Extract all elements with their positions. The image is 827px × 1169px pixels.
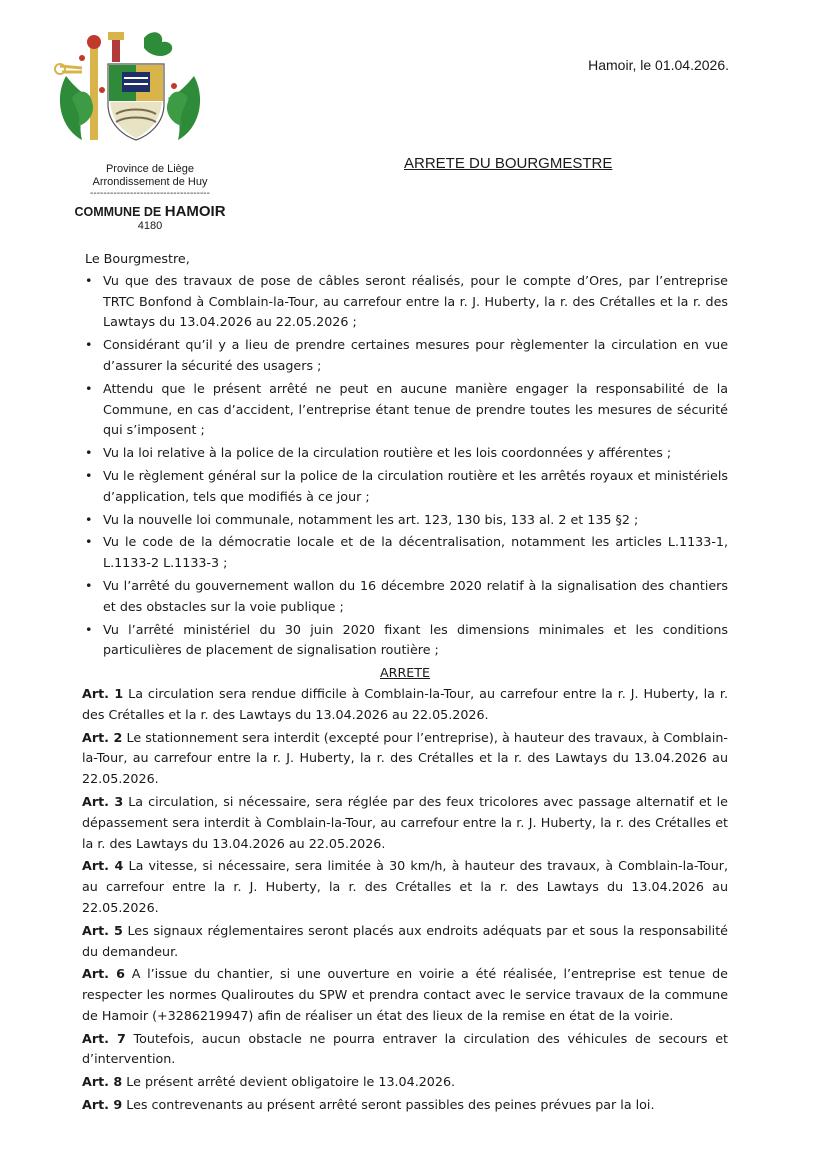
bullet-icon: • <box>85 534 93 550</box>
article-text: Le présent arrêté devient obligatoire le 13.04.2026. <box>126 1074 456 1090</box>
bullet-icon: • <box>85 577 93 593</box>
considerant-text: Vu la loi relative à la police de la circulation routière et les lois coordonnées y afférentes ; <box>103 445 672 461</box>
list-item <box>82 532 728 574</box>
arrete-heading: ARRETE <box>379 665 431 681</box>
considerant-text: Attendu que le présent arrêté ne peut en aucune manière engager la responsabilité de la Commune, en cas d’accident, l’entreprise étant tenue de prendre toutes les mesures de sécurité qui s’imposent ; <box>103 380 728 438</box>
article-text: A l’issue du chantier, si une ouverture en voirie a été réalisée, l’entreprise est tenue de respecter les normes Qualiroutes du SPW et prendra contact avec le service travaux de la commune de Hamoir (+3286219947) afin de réaliser un état des lieux de la remise en état de la voirie. <box>82 966 728 1023</box>
considerant-text: Vu l’arrêté ministériel du 30 juin 2020 fixant les dimensions minimales et les conditions particulières de placement de signalisation routière ; <box>103 621 728 658</box>
bullet-icon: • <box>85 272 93 288</box>
list-item <box>82 576 728 618</box>
commune-title: HAMOIR <box>164 203 226 220</box>
article <box>82 1029 728 1071</box>
commune-name <box>70 203 230 220</box>
article <box>82 684 728 726</box>
list-item <box>82 620 728 662</box>
bullet-icon: • <box>85 621 93 637</box>
list-item <box>82 443 728 464</box>
considerant-text: Vu l’arrêté du gouvernement wallon du 16 décembre 2020 relatif à la signalisation des chantiers et des obstacles sur la voie publique ; <box>103 577 728 614</box>
article-text: La vitesse, si nécessaire, sera limitée à 30 km/h, à hauteur des travaux, à Comblain-la-Tour, au carrefour entre la r. J. Huberty, la r. des Crétalles et la r. des Lawtays du 13.04.2026 au 22.05.2026. <box>82 858 728 915</box>
list-item <box>82 335 728 377</box>
article-number: Art. 5 <box>82 922 123 938</box>
bullet-icon: • <box>85 511 93 527</box>
considerant-text: Vu le code de la démocratie locale et de la décentralisation, notamment les articles L.1133-1, L.1133-2 L.1133-3 ; <box>103 534 728 571</box>
postal-code: 4180 <box>137 220 163 232</box>
article-number: Art. 1 <box>82 685 124 701</box>
article-number: Art. 6 <box>82 966 125 982</box>
article <box>82 1072 728 1093</box>
page-title: ARRETE DU BOURGMESTRE <box>404 155 613 172</box>
article-number: Art. 7 <box>82 1030 126 1046</box>
article-text: Les contrevenants au présent arrêté seront passibles des peines prévues par la loi. <box>126 1097 655 1113</box>
bullet-icon: • <box>85 380 93 396</box>
bullet-icon: • <box>85 337 93 353</box>
article-number: Art. 8 <box>82 1074 123 1090</box>
bullet-icon: • <box>85 445 93 461</box>
article <box>82 728 728 790</box>
intro-line: Le Bourgmestre, <box>85 251 190 266</box>
article-number: Art. 3 <box>82 793 124 809</box>
considerant-text: Vu le règlement général sur la police de la circulation routière et les arrêtés royaux et ministériels d’application, tels que modifiés à ce jour ; <box>103 467 728 504</box>
article <box>82 921 728 963</box>
article <box>82 1095 728 1116</box>
place-date: Hamoir, le 01.04.2026. <box>588 57 729 73</box>
list-item <box>82 271 728 333</box>
article-number: Art. 2 <box>82 729 123 745</box>
list-item <box>82 379 728 441</box>
list-item <box>82 466 728 508</box>
arrondissement-label: Arrondissement de Huy <box>92 176 208 188</box>
article-text: Les signaux réglementaires seront placés aux endroits adéquats par et sous la responsabilité du demandeur. <box>82 922 728 959</box>
article <box>82 856 728 918</box>
article-number: Art. 4 <box>82 858 124 874</box>
commune-header <box>70 163 230 233</box>
considerant-text: Considérant qu’il y a lieu de prendre certaines mesures pour règlementer la circulation en vue d’assurer la sécurité des usagers ; <box>103 337 728 373</box>
list-item <box>82 510 728 531</box>
commune-prefix: COMMUNE DE <box>74 205 162 219</box>
decree-body <box>82 249 728 1118</box>
bullet-icon: • <box>85 467 93 483</box>
coat-of-arms-icon <box>52 28 208 148</box>
article-number: Art. 9 <box>82 1097 123 1113</box>
article-text: La circulation, si nécessaire, sera réglée par des feux tricolores avec passage alternatif et le dépassement sera interdit à Comblain-la-Tour, au carrefour entre la r. J. Huberty, la r. des Crétalles et la r. des Lawtays du 13.04.2026 au 22.05.2026. <box>82 793 728 851</box>
considerant-text: Vu que des travaux de pose de câbles seront réalisés, pour le compte d’Ores, par l’entreprise TRTC Bonfond à Comblain-la-Tour, au carrefour entre la r. J. Huberty, la r. des Crétalles et la r. des Lawtays du 13.04.2026 au 22.05.2026 ; <box>103 272 728 330</box>
considerant-text: Vu la nouvelle loi communale, notamment les art. 123, 130 bis, 133 al. 2 et 135 §2 ; <box>103 511 639 527</box>
article <box>82 964 728 1026</box>
article-text: La circulation sera rendue difficile à Comblain-la-Tour, au carrefour entre la r. J. Huberty, la r. des Crétalles et la r. des Lawtays du 13.04.2026 au 22.05.2026. <box>82 685 728 722</box>
article-text: Le stationnement sera interdit (excepté pour l’entreprise), à hauteur des travaux, à Comblain-la-Tour, au carrefour entre la r. J. Huberty, la r. des Crétalles et la r. des Lawtays du 13.04.2026 au 22.05.2026. <box>82 729 728 787</box>
province-label: Province de Liège <box>105 163 195 175</box>
article-text: Toutefois, aucun obstacle ne pourra entraver la circulation des véhicules de secours et d’intervention. <box>82 1030 728 1067</box>
separator-line: ------------------------------------ <box>90 188 210 199</box>
article <box>82 792 728 854</box>
considerants-list <box>82 271 728 661</box>
